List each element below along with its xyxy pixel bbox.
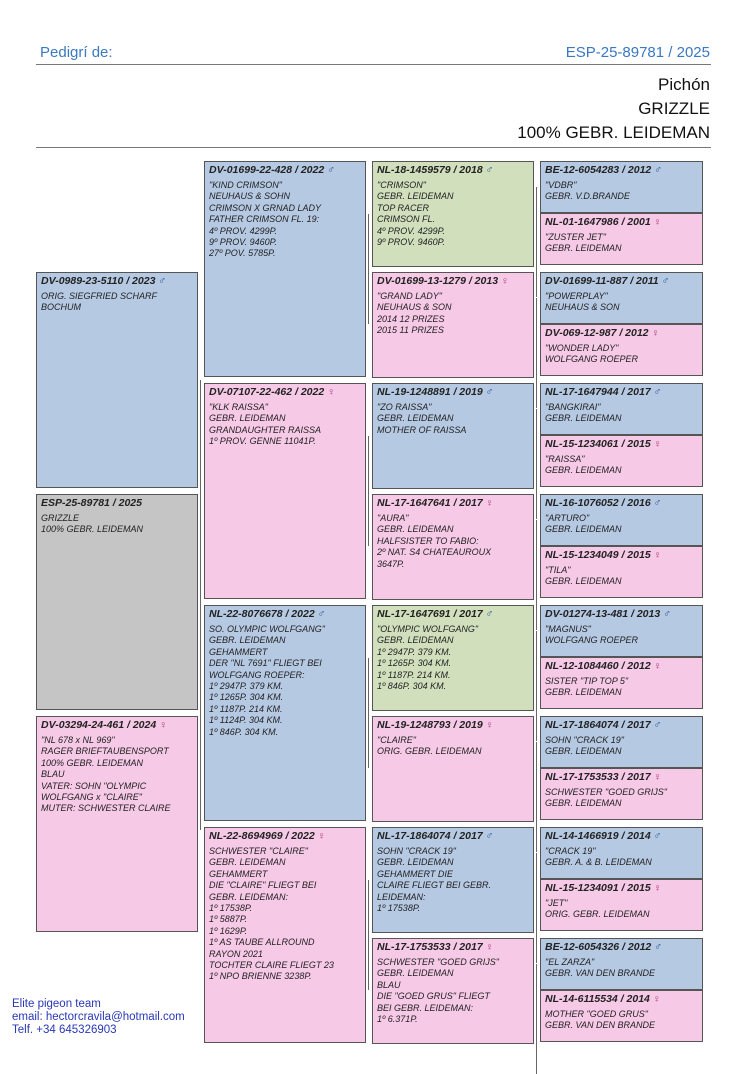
card-detail-line: 2014 12 PRIZES [377, 313, 445, 324]
female-symbol-icon: ♀ [651, 327, 660, 339]
pedigree-card-g4-6 [540, 435, 703, 487]
female-symbol-icon: ♀ [653, 771, 662, 783]
pedigree-card-g3-6 [372, 716, 534, 822]
card-detail-line: 4º PROV. 4299P. [377, 225, 445, 236]
team-name: Elite pigeon team [12, 998, 101, 1010]
ring-number [377, 608, 529, 621]
card-detail-line: DIE "GOED GRUS" FLIEGT [377, 991, 490, 1002]
card-detail-line: HALFSISTER TO FABIO: [377, 535, 479, 546]
ring-number-text: NL-19-1248891 / 2019 [377, 386, 483, 398]
pedigree-card-g4-12 [540, 768, 703, 820]
pedigree-connector [536, 853, 537, 963]
pedigree-card-g4-10 [540, 657, 703, 709]
male-symbol-icon: ♂ [654, 941, 663, 953]
pedigree-connector [368, 880, 369, 990]
card-detail-line: GEBR. LEIDEMAN [377, 191, 454, 202]
card-detail-line: WOLFGANG ROEPER: [209, 669, 305, 680]
card-detail-line: SCHWESTER "GOED GRIJS" [545, 787, 667, 797]
contact-email: email: hectorcravila@hotmail.com [12, 1011, 185, 1023]
ring-number [377, 941, 529, 954]
card-detail-line: 1º 17538P. [209, 903, 253, 914]
card-detail-line: "POWERPLAY" [545, 291, 608, 301]
ring-number-text: NL-16-1076052 / 2016 [545, 497, 651, 509]
pedigree-card-g3-3 [372, 383, 534, 489]
ring-number [209, 164, 361, 177]
pedigree-card-g4-1 [540, 161, 703, 213]
card-detail-line: GRANDAUGHTER RAISSA [209, 424, 322, 435]
female-symbol-icon: ♀ [653, 549, 662, 561]
ring-number-text: DV-07107-22-462 / 2022 [209, 386, 325, 398]
card-detail-line: NEUHAUS & SOHN [209, 191, 291, 202]
card-detail-line: SCHWESTER "GOED GRIJS" [377, 957, 499, 967]
card-detail-line: "JET" [545, 898, 568, 908]
card-detail-line: "WONDER LADY" [545, 343, 619, 353]
ring-number [209, 386, 361, 399]
card-detail-line: 2015 11 PRIZES [377, 325, 444, 336]
ring-number-text: DV-01274-13-481 / 2013 [545, 608, 661, 620]
ring-number-text: NL-17-1647944 / 2017 [545, 386, 651, 398]
card-detail-line: "ZO RAISSA" [377, 402, 432, 412]
ring-number-text: NL-15-1234061 / 2015 [545, 438, 651, 450]
ring-number-text: NL-15-1234049 / 2015 [545, 549, 651, 561]
card-detail-line: "EL ZARZA" [545, 957, 595, 967]
pedigree-card-g4-2 [540, 213, 703, 265]
male-symbol-icon: ♂ [485, 608, 494, 620]
card-detail-line: "ARTURO" [545, 513, 590, 523]
card-detail-line: SOHN "CRACK 19" [377, 846, 456, 856]
card-detail-line: 1º PROV. GENNE 11041P. [209, 436, 316, 447]
male-symbol-icon: ♂ [653, 386, 662, 398]
card-detail-line: GEBR. LEIDEMAN [545, 524, 622, 535]
pedigree-connector [536, 742, 537, 852]
card-detail-line: "CRIMSON" [377, 180, 426, 190]
card-detail-line: BEI GEBR. LEIDEMAN: [377, 1002, 474, 1013]
card-detail-line: ORIG. GEBR. LEIDEMAN [377, 746, 482, 757]
card-detail-line: GEBR. LEIDEMAN [545, 413, 622, 424]
ring-number-text: NL-22-8694969 / 2022 [209, 830, 315, 842]
card-detail-line: SISTER "TIP TOP 5" [545, 676, 629, 686]
ring-number [545, 830, 698, 843]
card-detail-line: GEBR. LEIDEMAN [545, 798, 622, 809]
pedigree-card-g4-11 [540, 716, 703, 768]
pedigree-card-g4-3 [540, 272, 703, 324]
pedigree-card-g4-13 [540, 827, 703, 879]
male-symbol-icon: ♂ [653, 497, 662, 509]
female-symbol-icon: ♀ [653, 216, 662, 228]
ring-number-text: NL-17-1864074 / 2017 [377, 830, 483, 842]
female-symbol-icon: ♀ [652, 993, 661, 1005]
male-symbol-icon: ♂ [654, 164, 663, 176]
ring-number [377, 386, 529, 399]
card-detail-line: 1º 846P. 304 KM. [209, 726, 279, 737]
card-detail-line: "VDBR" [545, 180, 577, 190]
ring-number [545, 438, 698, 451]
ring-number [545, 549, 698, 562]
ring-number-text: NL-17-1647691 / 2017 [377, 608, 483, 620]
card-detail-line: 1º 1265P. 304 KM. [209, 692, 284, 703]
ring-number-text: NL-17-1753533 / 2017 [545, 771, 651, 783]
card-detail-line: GEBR. LEIDEMAN [377, 857, 454, 868]
header-ring-number: ESP-25-89781 / 2025 [565, 44, 710, 61]
card-detail-line: GEBR. LEIDEMAN [377, 524, 454, 535]
male-symbol-icon: ♂ [485, 164, 494, 176]
female-symbol-icon: ♀ [485, 941, 494, 953]
card-detail-line: "TILA" [545, 565, 571, 575]
pedigree-card-g4-15 [540, 938, 703, 990]
card-detail-line: 2º NAT. S4 CHATEAUROUX [377, 547, 492, 558]
card-detail-line: GEHAMMERT DIE [377, 868, 453, 879]
pedigree-card-g4-4 [540, 324, 703, 376]
female-symbol-icon: ♀ [485, 497, 494, 509]
pedigree-card-g1-sire [36, 272, 198, 488]
card-detail-line: ORIG. SIEGFRIED SCHARF [41, 291, 158, 301]
ring-number [545, 275, 698, 288]
ring-number [41, 275, 193, 288]
pedigree-connector [536, 631, 537, 741]
card-detail-line: 3647P. [377, 558, 405, 569]
ring-number [377, 164, 529, 177]
card-detail-line: 1º 1265P. 304 KM. [377, 658, 452, 669]
pedigree-connector [536, 520, 537, 630]
ring-number [545, 941, 698, 954]
pedigree-connector [536, 964, 537, 1074]
card-detail-line: WOLFGANG ROEPER [545, 354, 639, 365]
card-detail-line: MUTER: SCHWESTER CLAIRE [41, 803, 171, 814]
card-detail-line: MOTHER OF RAISSA [377, 424, 467, 435]
card-detail-line: 27º POV. 5785P. [209, 248, 276, 259]
card-detail-line: RAYON 2021 [209, 948, 263, 959]
card-detail-line: GEBR. VAN DEN BRANDE [545, 968, 656, 979]
ring-number-text: NL-14-1466919 / 2014 [545, 830, 651, 842]
card-detail-line: NEUHAUS & SON [545, 302, 620, 313]
ring-number-text: DV-03294-24-461 / 2024 [41, 719, 157, 731]
ring-number [377, 830, 529, 843]
card-detail-line: GEBR. LEIDEMAN [209, 635, 286, 646]
card-detail-line: WOLFGANG x "CLAIRE" [41, 792, 142, 803]
card-detail-line: 1º 1187P. 214 KM. [209, 703, 283, 714]
card-detail-line: CRIMSON FL. [377, 214, 436, 225]
pedigree-connector [200, 380, 201, 830]
female-symbol-icon: ♀ [317, 830, 326, 842]
male-symbol-icon: ♂ [327, 164, 336, 176]
female-symbol-icon: ♀ [327, 386, 336, 398]
male-symbol-icon: ♂ [653, 830, 662, 842]
male-symbol-icon: ♂ [485, 830, 494, 842]
card-detail-line: SO. OLYMPIC WOLFGANG" [209, 624, 325, 634]
card-detail-line: 1º 1629P. [209, 925, 248, 936]
card-detail-line: 1º 1124P. 304 KM. [209, 715, 283, 726]
card-detail-line: 1º AS TAUBE ALLROUND [209, 937, 315, 948]
card-detail-line: "KIND CRIMSON" [209, 180, 282, 190]
card-detail-line: "MAGNUS" [545, 624, 591, 634]
female-symbol-icon: ♀ [653, 882, 662, 894]
contact-phone: Telf. +34 645326903 [12, 1024, 117, 1036]
card-detail-line: 1º 1187P. 214 KM. [377, 669, 451, 680]
card-detail-line: "CLAIRE" [377, 735, 416, 745]
ring-number [545, 327, 698, 340]
ring-number [545, 771, 698, 784]
card-detail-line: SCHWESTER "CLAIRE" [209, 846, 308, 856]
contact-footer [12, 998, 185, 1037]
pedigree-card-g4-16 [540, 990, 703, 1042]
card-detail-line: VATER: SOHN "OLYMPIC [41, 780, 147, 791]
ring-number [41, 497, 193, 510]
ring-number-text: NL-12-1084460 / 2012 [545, 660, 651, 672]
male-symbol-icon: ♂ [485, 386, 494, 398]
ring-number-text: NL-15-1234091 / 2015 [545, 882, 651, 894]
ring-number [545, 719, 698, 732]
ring-number [545, 497, 698, 510]
card-detail-line: GEHAMMERT [209, 646, 268, 657]
pedigree-card-g3-1 [372, 161, 534, 267]
ring-number [209, 608, 361, 621]
female-symbol-icon: ♀ [653, 660, 662, 672]
pedigree-card-g3-2 [372, 272, 534, 378]
card-detail-line: 1º 2947P. 379 KM. [209, 681, 284, 692]
ring-number [545, 386, 698, 399]
ring-number-text: NL-19-1248793 / 2019 [377, 719, 483, 731]
pedigree-connector [368, 214, 369, 324]
pedigree-card-g3-5 [372, 605, 534, 711]
male-symbol-icon: ♂ [663, 608, 672, 620]
pedigree-card-g1-dam [36, 716, 198, 932]
ring-number [377, 275, 529, 288]
card-detail-line: TOCHTER CLAIRE FLIEGT 23 [209, 960, 334, 971]
ring-number [545, 216, 698, 229]
title-color: GRIZZLE [638, 99, 710, 118]
ring-number-text: DV-01699-13-1279 / 2013 [377, 275, 499, 287]
card-detail-line: 1º 846P. 304 KM. [377, 681, 447, 692]
male-symbol-icon: ♂ [317, 608, 326, 620]
ring-number-text: DV-0989-23-5110 / 2023 [41, 275, 156, 287]
card-detail-line: LEIDEMAN: [377, 891, 426, 902]
card-detail-line: GRIZZLE [41, 513, 80, 523]
ring-number [545, 164, 698, 177]
pedigree-connector [368, 658, 369, 768]
card-detail-line: BLAU [377, 979, 401, 990]
ring-number-text: NL-14-6115534 / 2014 [545, 993, 650, 1005]
card-detail-line: "NL 678 x NL 969" [41, 735, 115, 745]
card-detail-line: 4º PROV. 4299P. [209, 225, 277, 236]
card-detail-line: GEBR. LEIDEMAN [209, 857, 286, 868]
card-detail-line: 1º NPO BRIENNE 3238P. [209, 971, 312, 982]
card-detail-line: GEBR. LEIDEMAN [545, 465, 622, 476]
pedigree-connector [536, 298, 537, 408]
title-age: Pichón [658, 75, 710, 94]
card-detail-line: DIE "CLAIRE" FLIEGT BEI [209, 880, 317, 891]
pedigree-card-g4-14 [540, 879, 703, 931]
male-symbol-icon: ♂ [653, 719, 662, 731]
ring-number-text: BE-12-6054326 / 2012 [545, 941, 652, 953]
card-detail-line: "AURA" [377, 513, 409, 523]
card-detail-line: GEBR. LEIDEMAN [377, 413, 454, 424]
card-detail-line: CRIMSON X GRNAD LADY [209, 202, 322, 213]
ring-number-text: NL-01-1647986 / 2001 [545, 216, 651, 228]
card-detail-line: 1º 5887P. [209, 914, 248, 925]
female-symbol-icon: ♀ [653, 438, 662, 450]
card-detail-line: 1º 6.371P. [377, 1014, 418, 1025]
card-detail-line: "GRAND LADY" [377, 291, 442, 301]
card-detail-line: 1º 17538P. [377, 903, 421, 914]
pedigree-card-g1-subject [36, 494, 198, 710]
card-detail-line: "BANGKIRAI" [545, 402, 601, 412]
card-detail-line: 9º PROV. 9460P. [209, 237, 277, 248]
pedigree-card-g2-1 [204, 161, 366, 377]
pedigree-connector [536, 187, 537, 297]
card-detail-line: "OLYMPIC WOLFGANG" [377, 624, 479, 634]
card-detail-line: 1º 2947P. 379 KM. [377, 646, 452, 657]
ring-number [377, 719, 529, 732]
ring-number-text: NL-17-1864074 / 2017 [545, 719, 651, 731]
ring-number [545, 660, 698, 673]
female-symbol-icon: ♀ [485, 719, 494, 731]
card-detail-line: GEBR. LEIDEMAN [377, 635, 454, 646]
card-detail-line: 100% GEBR. LEIDEMAN [41, 757, 144, 768]
ring-number-text: DV-069-12-987 / 2012 [545, 327, 649, 339]
ring-number-text: NL-22-8076678 / 2022 [209, 608, 315, 620]
ring-number-text: NL-18-1459579 / 2018 [377, 164, 483, 176]
ring-number-text: DV-01699-22-428 / 2022 [209, 164, 325, 176]
ring-number-text: ESP-25-89781 / 2025 [41, 497, 142, 509]
card-detail-line: GEBR. LEIDEMAN [545, 576, 622, 587]
card-detail-line: GEBR. LEIDEMAN [545, 746, 622, 757]
card-detail-line: GEBR. LEIDEMAN: [209, 891, 289, 902]
ring-number [545, 882, 698, 895]
pedigree-card-g2-4 [204, 827, 366, 1043]
pedigree-card-g3-8 [372, 938, 534, 1044]
pedigree-card-g3-7 [372, 827, 534, 933]
pedigree-card-g3-4 [372, 494, 534, 600]
card-detail-line: "ZUSTER JET" [545, 232, 606, 242]
ring-number-text: DV-01699-11-887 / 2011 [545, 275, 659, 287]
ring-number [545, 608, 698, 621]
female-symbol-icon: ♀ [501, 275, 509, 287]
card-detail-line: TOP RACER [377, 202, 430, 213]
card-detail-line: GEBR. LEIDEMAN [209, 413, 286, 424]
title-origin: 100% GEBR. LEIDEMAN [517, 123, 710, 142]
ring-number-text: BE-12-6054283 / 2012 [545, 164, 652, 176]
ring-number [377, 497, 529, 510]
card-detail-line: GEHAMMERT [209, 868, 268, 879]
card-detail-line: "KLK RAISSA" [209, 402, 268, 412]
card-detail-line: GEBR. A. & B. LEIDEMAN [545, 857, 652, 868]
card-detail-line: GEBR. LEIDEMAN [545, 243, 622, 254]
pedigree-card-g4-5 [540, 383, 703, 435]
pedigree-connector [536, 409, 537, 519]
card-detail-line: GEBR. LEIDEMAN [377, 968, 454, 979]
card-detail-line: GEBR. V.D.BRANDE [545, 191, 630, 202]
card-detail-line: GEBR. VAN DEN BRANDE [545, 1020, 656, 1031]
ring-number [209, 830, 361, 843]
card-detail-line: SOHN "CRACK 19" [545, 735, 624, 745]
card-detail-line: "RAISSA" [545, 454, 585, 464]
card-detail-line: WOLFGANG ROEPER [545, 635, 639, 646]
card-detail-line: 100% GEBR. LEIDEMAN [41, 524, 144, 535]
pedigree-card-g2-2 [204, 383, 366, 599]
card-detail-line: NEUHAUS & SON [377, 302, 452, 313]
card-detail-line: 9º PROV. 9460P. [377, 237, 445, 248]
card-detail-line: CLAIRE FLIEGT BEI GEBR. [377, 880, 492, 891]
card-detail-line: GEBR. LEIDEMAN [545, 687, 622, 698]
title-divider [36, 147, 711, 148]
card-detail-line: "CRACK 19" [545, 846, 596, 856]
male-symbol-icon: ♂ [661, 275, 670, 287]
pedigree-card-g4-8 [540, 546, 703, 598]
pedigree-label: Pedigrí de: [40, 44, 113, 61]
card-detail-line: BOCHUM [41, 302, 81, 313]
pedigree-card-g2-3 [204, 605, 366, 821]
pedigree-card-g4-9 [540, 605, 703, 657]
card-detail-line: MOTHER "GOED GRUS" [545, 1009, 648, 1019]
card-detail-line: FATHER CRIMSON FL. 19: [209, 214, 320, 225]
ring-number [41, 719, 193, 732]
male-symbol-icon: ♂ [158, 275, 167, 287]
header-divider [36, 64, 711, 65]
ring-number-text: NL-17-1753533 / 2017 [377, 941, 483, 953]
card-detail-line: ORIG. GEBR. LEIDEMAN [545, 909, 650, 920]
ring-number [545, 993, 698, 1006]
pedigree-card-g4-7 [540, 494, 703, 546]
female-symbol-icon: ♀ [159, 719, 168, 731]
card-detail-line: BLAU [41, 769, 65, 780]
pedigree-connector [368, 436, 369, 546]
ring-number-text: NL-17-1647641 / 2017 [377, 497, 483, 509]
card-detail-line: DER "NL 7691" FLIEGT BEI [209, 658, 322, 669]
card-detail-line: RAGER BRIEFTAUBENSPORT [41, 746, 169, 757]
